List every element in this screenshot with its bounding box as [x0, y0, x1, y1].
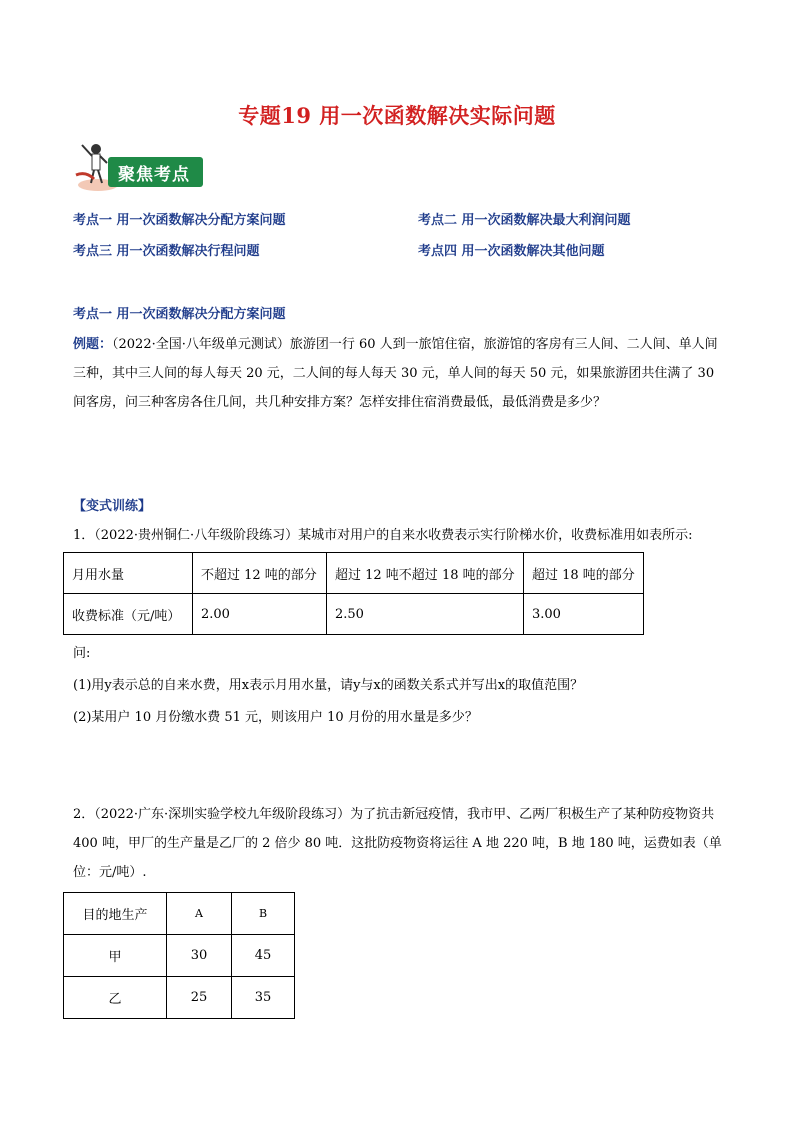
- key-point-4: 考点四 用一次函数解决其他问题: [418, 244, 605, 259]
- table-cell: 25: [167, 977, 232, 1019]
- key-point-1: 考点一 用一次函数解决分配方案问题: [73, 213, 286, 228]
- question-1-sub-2: (2)某用户 10 月份缴水费 51 元，则该用户 10 月份的用水量是多少？: [73, 710, 478, 725]
- table-cell: 30: [167, 935, 232, 977]
- table-cell: 乙: [64, 977, 167, 1019]
- table-cell: 甲: [64, 935, 167, 977]
- table-cell: B: [232, 893, 295, 935]
- table-cell: 收费标准（元/吨）: [64, 594, 193, 635]
- page-title: 专题19 用一次函数解决实际问题: [238, 103, 556, 128]
- focus-points-banner: [70, 141, 205, 193]
- table-row: [64, 935, 295, 977]
- key-point-2: 考点二 用一次函数解决最大利润问题: [418, 213, 631, 228]
- table-row: [64, 553, 644, 594]
- table-row: [64, 893, 295, 935]
- section-heading: 考点一 用一次函数解决分配方案问题: [73, 307, 286, 322]
- table-cell: A: [167, 893, 232, 935]
- question-1-text: 1．（2022·贵州铜仁·八年级阶段练习）某城市对用户的自来水收费表示实行阶梯水价，收费标准用如表所示:: [73, 528, 693, 543]
- table-cell: 超过 18 吨的部分: [524, 553, 644, 594]
- example-text: （2022·全国·八年级单元测试）旅游团一行 60 人到一旅馆住宿，旅游馆的客房有三人间、二人间、单人间三种，其中三人间的每人每天 20 元，二人间的每人每天 30 元，单人间的每天 50 元，如果旅游团共住满了 30 间客房，问三种客房各住几间，共几种安排方案？怎样安排住宿消费最低，最低消费是多少？: [73, 337, 718, 410]
- table-cell: 2.50: [327, 594, 524, 635]
- table-row: [64, 977, 295, 1019]
- example-label: 例题：: [73, 337, 113, 352]
- key-point-3: 考点三 用一次函数解决行程问题: [73, 244, 260, 259]
- table-cell: 35: [232, 977, 295, 1019]
- table-row: [64, 594, 644, 635]
- variant-training-heading: 【变式训练】: [73, 499, 152, 514]
- question-1-ask: 问:: [73, 646, 91, 661]
- water-fee-table: [63, 552, 644, 635]
- table-cell: 2.00: [193, 594, 327, 635]
- example-paragraph: [73, 330, 723, 417]
- shipping-cost-table: [63, 892, 295, 1019]
- table-cell: 超过 12 吨不超过 18 吨的部分: [327, 553, 524, 594]
- table-cell: 3.00: [524, 594, 644, 635]
- focus-badge-label: 聚焦考点: [118, 165, 190, 185]
- question-1-sub-1: (1)用y表示总的自来水费，用x表示月用水量，请y与x的函数关系式并写出x的取值范围？: [73, 678, 584, 693]
- table-cell: 月用水量: [64, 553, 193, 594]
- table-cell: 目的地生产: [64, 893, 167, 935]
- table-cell: 45: [232, 935, 295, 977]
- table-cell: 不超过 12 吨的部分: [193, 553, 327, 594]
- question-2-text: 2．（2022·广东·深圳实验学校九年级阶段练习）为了抗击新冠疫情，我市甲、乙两厂积极生产了某种防疫物资共 400 吨，甲厂的生产量是乙厂的 2 倍少 80 吨．这批防疫物资将运往 A 地 220 吨，B 地 180 吨，运费如表（单位：元/吨）.: [73, 807, 722, 880]
